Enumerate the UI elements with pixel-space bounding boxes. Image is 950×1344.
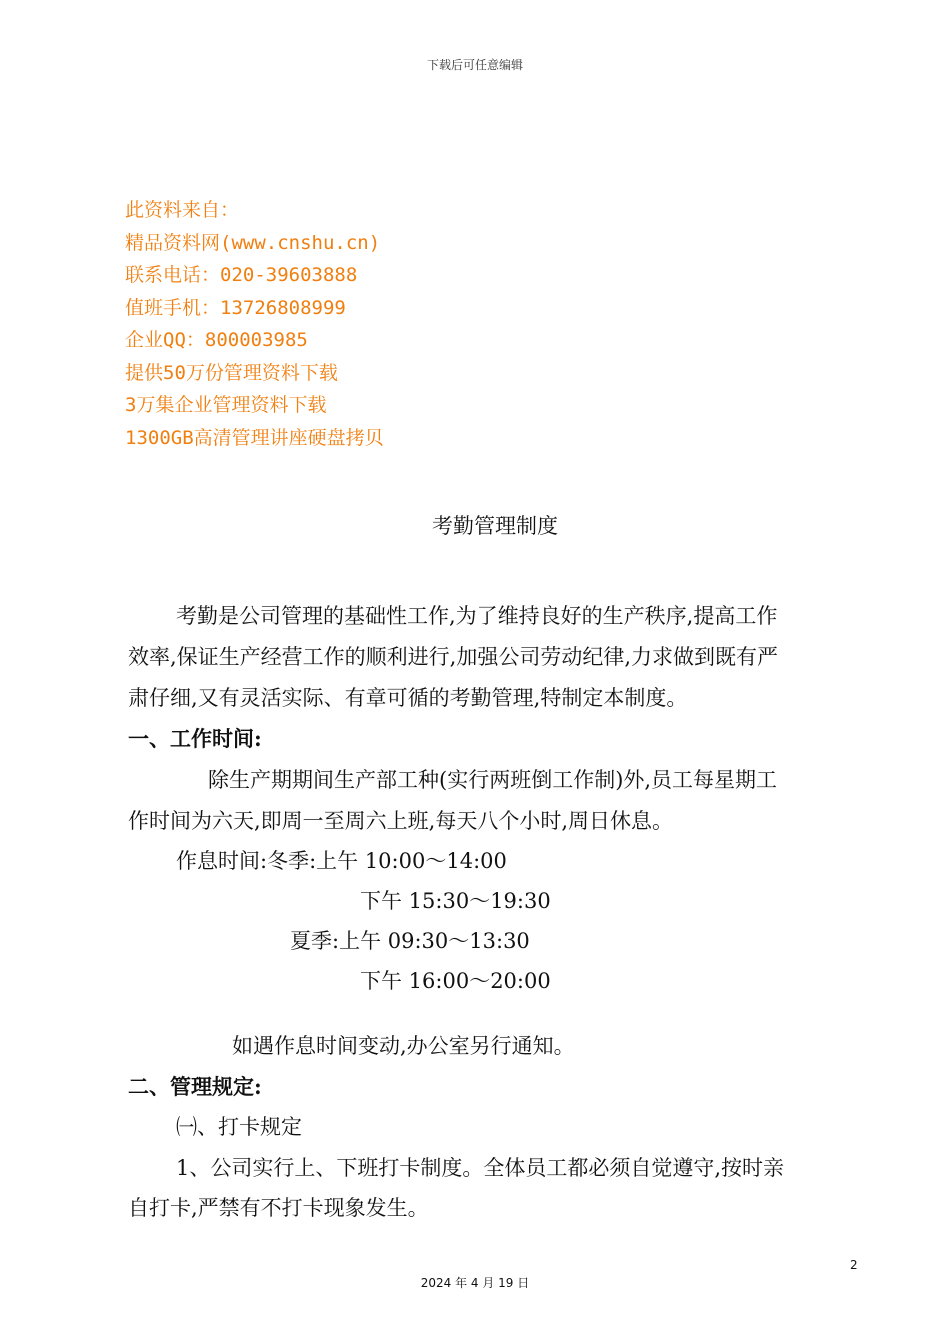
promo-line: 企业QQ：800003985 <box>125 329 308 351</box>
document-title: 考勤管理制度 <box>432 514 558 538</box>
page-number: 2 <box>850 1258 858 1272</box>
section-heading-rules: 二、管理规定: <box>128 1074 262 1099</box>
schedule-summer-am: 夏季:上午 09:30～13:30 <box>290 929 530 953</box>
promo-line: 联系电话：020-39603888 <box>125 264 358 286</box>
intro-line: 肃仔细,又有灵活实际、有章可循的考勤管理,特制定本制度。 <box>128 686 688 710</box>
promo-block <box>125 194 384 454</box>
work-time-line: 作时间为六天,即周一至周六上班,每天八个小时,周日休息。 <box>128 809 674 833</box>
page-footer-date: 2024 年 4 月 19 日 <box>420 1276 530 1290</box>
schedule-notice: 如遇作息时间变动,办公室另行通知。 <box>232 1034 575 1058</box>
schedule-summer-pm: 下午 16:00～20:00 <box>360 969 551 993</box>
promo-line: 此资料来自： <box>125 199 240 221</box>
section-heading-work-time: 一、工作时间: <box>128 726 262 751</box>
schedule-winter-am: 作息时间:冬季:上午 10:00～14:00 <box>176 849 507 873</box>
promo-line: 1300GB高清管理讲座硬盘拷贝 <box>125 426 384 449</box>
subsection-heading-clock-in: ㈠、打卡规定 <box>176 1115 302 1139</box>
rule-line: 自打卡,严禁有不打卡现象发生。 <box>128 1196 429 1220</box>
promo-line: 精品资料网(www.cnshu.cn) <box>125 231 381 254</box>
promo-line: 3万集企业管理资料下载 <box>125 394 327 416</box>
intro-line: 考勤是公司管理的基础性工作,为了维持良好的生产秩序,提高工作 <box>176 604 778 628</box>
rule-line: 1、公司实行上、下班打卡制度。全体员工都必须自觉遵守,按时亲 <box>176 1156 785 1180</box>
page-header: 下载后可任意编辑 <box>426 58 523 72</box>
schedule-winter-pm: 下午 15:30～19:30 <box>360 889 551 913</box>
work-time-line: 除生产期期间生产部工种(实行两班倒工作制)外,员工每星期工 <box>208 768 778 792</box>
promo-line: 提供50万份管理资料下载 <box>125 361 338 384</box>
promo-line: 值班手机：13726808999 <box>125 296 346 319</box>
intro-line: 效率,保证生产经营工作的顺利进行,加强公司劳动纪律,力求做到既有严 <box>128 645 779 669</box>
